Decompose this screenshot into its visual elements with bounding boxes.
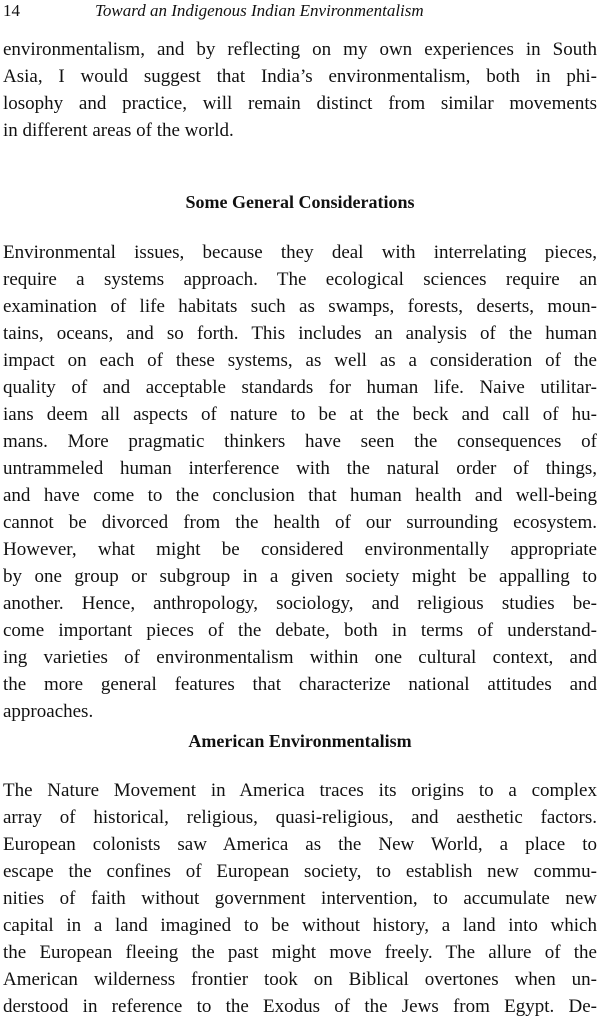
- text-line: losophy and practice, will remain distinct from similar movements: [3, 93, 597, 114]
- text-line: Environmental issues, because they deal with interrelating pieces,: [3, 242, 597, 263]
- text-line: another. Hence, anthropology, sociology, and religious studies be-: [3, 593, 597, 614]
- paragraph-american-environmentalism: [3, 777, 597, 1020]
- text-line: ing varieties of environmentalism within one cultural context, and: [3, 647, 597, 668]
- text-line: escape the confines of European society, to establish new commu-: [3, 861, 597, 882]
- text-line: mans. More pragmatic thinkers have seen the consequences of: [3, 431, 597, 452]
- text-line: nities of faith without government intervention, to accumulate new: [3, 888, 597, 909]
- text-line: ians deem all aspects of nature to be at the beck and call of hu-: [3, 404, 597, 425]
- running-head: [3, 0, 597, 22]
- text-line: the European fleeing the past might move freely. The allure of the: [3, 942, 597, 963]
- text-line: and have come to the conclusion that human health and well-being: [3, 485, 597, 506]
- text-line: The Nature Movement in America traces its origins to a complex: [3, 780, 597, 801]
- text-line: derstood in reference to the Exodus of the Jews from Egypt. De-: [3, 996, 597, 1017]
- text-line: come important pieces of the debate, both in terms of understand-: [3, 620, 597, 641]
- text-line: capital in a land imagined to be without history, a land into which: [3, 915, 597, 936]
- section-heading-general-considerations: Some General Considerations: [185, 192, 415, 212]
- paragraph-intro-continuation: [3, 36, 597, 144]
- text-line: by one group or subgroup in a given society might be appalling to: [3, 566, 597, 587]
- text-line: European colonists saw America as the New World, a place to: [3, 834, 597, 855]
- paragraph-general-considerations: [3, 239, 597, 725]
- text-line: quality of and acceptable standards for human life. Naive utilitar-: [3, 377, 597, 398]
- text-line: examination of life habitats such as swamps, forests, deserts, moun-: [3, 296, 597, 317]
- section-heading-american-environmentalism: American Environmentalism: [188, 731, 412, 751]
- text-line: Asia, I would suggest that India’s environmentalism, both in phi-: [3, 66, 597, 87]
- running-head-title: Toward an Indigenous Indian Environmentalism: [95, 1, 424, 20]
- text-line: require a systems approach. The ecological sciences require an: [3, 269, 597, 290]
- text-line: in different areas of the world.: [3, 120, 234, 141]
- text-line: impact on each of these systems, as well as a consideration of the: [3, 350, 597, 371]
- text-line: untrammeled human interference with the natural order of things,: [3, 458, 597, 479]
- text-line: However, what might be considered environmentally appropriate: [3, 539, 597, 560]
- text-line: environmentalism, and by reflecting on my own experiences in South: [3, 39, 597, 60]
- text-line: tains, oceans, and so forth. This includes an analysis of the human: [3, 323, 597, 344]
- text-line: array of historical, religious, quasi-religious, and aesthetic factors.: [3, 807, 597, 828]
- text-line: the more general features that characterize national attitudes and: [3, 674, 597, 695]
- text-line: cannot be divorced from the health of our surrounding ecosystem.: [3, 512, 597, 533]
- text-line: American wilderness frontier took on Biblical overtones when un-: [3, 969, 597, 990]
- text-line: approaches.: [3, 701, 94, 722]
- page-number: 14: [3, 1, 20, 20]
